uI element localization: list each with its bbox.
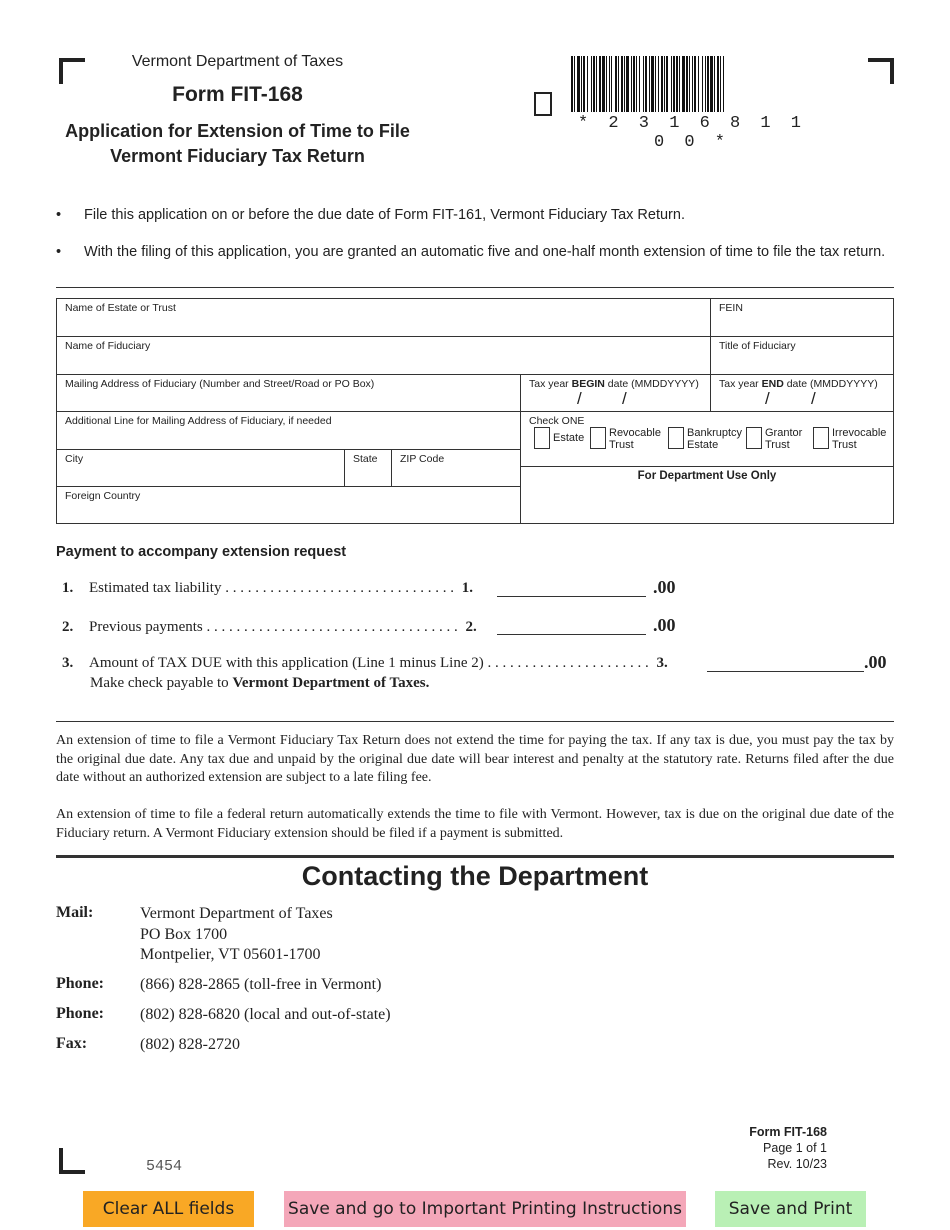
fiduciary-name-field[interactable]: Name of Fiduciary [56,336,711,375]
department-use-box: For Department Use Only [520,466,894,524]
corner-mark-bottom-left [59,1148,85,1174]
state-field[interactable]: State [344,449,392,487]
fax-value: (802) 828-2720 [140,1036,240,1053]
begin-date-field[interactable]: Tax year BEGIN date (MMDDYYYY) / / [520,374,711,412]
mailing-address-field[interactable]: Mailing Address of Fiduciary (Number and Street/Road or PO Box) [56,374,521,412]
check-bankruptcy-estate[interactable]: Bankruptcy Estate [668,427,742,451]
form-title [0,119,475,169]
estate-checkbox[interactable] [534,427,550,449]
amended-checkbox[interactable] [534,92,552,116]
form-title-line1: Application for Extension of Time to File [65,121,410,141]
paragraph-1: An extension of time to file a Vermont Fiduciary Tax Return does not extend the time for paying the tax. If any tax is due, you must pay the tax by the original due date. Any tax due and unpaid by the original due date will bear interest and penalty at the statutory rate. Returns filed after the due date without an authorized extension are subject to a late filing fee. [56,733,894,785]
check-revocable-trust[interactable]: Revocable Trust [590,427,661,451]
additional-address-field[interactable]: Additional Line for Mailing Address of Fiduciary, if needed [56,411,521,450]
revocable-trust-checkbox[interactable] [590,427,606,449]
line-3-cents: .00 [864,652,887,672]
line-2: 2. Previous payments . . . . . . . . . . . . . . . . . . . . . . . . . . . . . . . . . . 2. [62,619,477,635]
line-1-amount-input[interactable] [497,596,646,597]
fein-field[interactable]: FEIN [710,298,894,337]
bullet-2-text: With the filing of this application, you are granted an automatic five and one-half month extension of time to file the tax return. [84,244,886,260]
save-and-print-button[interactable]: Save and Print [715,1191,866,1227]
mail-label: Mail: [56,904,94,921]
fax-label: Fax: [56,1035,88,1052]
payment-heading: Payment to accompany extension request [56,544,347,560]
save-printing-instructions-button[interactable]: Save and go to Important Printing Instructions [284,1191,686,1227]
bankruptcy-estate-checkbox[interactable] [668,427,684,449]
irrevocable-trust-checkbox[interactable] [813,427,829,449]
divider [56,287,894,288]
line-1: 1. Estimated tax liability . . . . . . . . . . . . . . . . . . . . . . . . . . . . . . . 1. [62,580,473,596]
line-2-amount-input[interactable] [497,634,646,635]
contact-title: Contacting the Department [301,861,649,891]
form-number: Form FIT-168 [172,83,303,106]
line-2-cents: .00 [653,615,676,635]
fiduciary-title-field[interactable]: Title of Fiduciary [710,336,894,375]
phone2-label: Phone: [56,1005,104,1022]
city-field[interactable]: City [56,449,345,487]
entity-type-group: Check ONE [520,411,894,467]
clear-all-fields-button[interactable]: Clear ALL fields [83,1191,254,1227]
bullet-1-text: File this application on or before the due date of Form FIT-161, Vermont Fiduciary Tax Return. [84,207,685,223]
line-3-note: Make check payable to Vermont Department of Taxes. [90,675,430,691]
line-3-amount-input[interactable] [707,671,864,672]
contact-divider [56,855,894,858]
line-3: 3. Amount of TAX DUE with this application (Line 1 minus Line 2) . . . . . . . . . . . . . . . . . . . . . . 3. [62,655,668,671]
mail-address: Vermont Department of Taxes PO Box 1700 Montpelier, VT 05601-1700 [140,905,333,963]
check-estate[interactable]: Estate [534,427,584,449]
zip-field[interactable]: ZIP Code [391,449,521,487]
bullet-1: • File this application on or before the due date of Form FIT-161, Vermont Fiduciary Tax Return. [56,206,896,225]
barcode [571,56,812,112]
phone1-label: Phone: [56,975,104,992]
barcode-number: * 2 3 1 6 8 1 1 0 0 * [577,114,807,152]
check-grantor-trust[interactable]: Grantor Trust [746,427,802,451]
line-1-cents: .00 [653,577,676,597]
footer-page: Page 1 of 1 [763,1141,827,1155]
end-date-field[interactable]: Tax year END date (MMDDYYYY) / / [710,374,894,412]
barcode-bar [724,56,726,112]
footer-form: Form FIT-168 [749,1125,827,1139]
footer-rev: Rev. 10/23 [767,1157,827,1171]
bullet-2: • With the filing of this application, you are granted an automatic five and one-half month extension of time to file the tax return. [56,243,896,262]
footer-info [700,1124,827,1172]
paragraph-2: An extension of time to file a federal return automatically extends the time to file with Vermont. However, tax is due on the original due date of the Fiduciary return. A Vermont Fiduciary extension should be filed if a payment is submitted. [56,807,894,841]
grantor-trust-checkbox[interactable] [746,427,762,449]
estate-name-field[interactable]: Name of Estate or Trust [56,298,711,337]
foreign-country-field[interactable]: Foreign Country [56,486,521,524]
phone2-value: (802) 828-6820 (local and out-of-state) [140,1006,391,1023]
form-code: 5454 [146,1158,183,1175]
divider-2 [56,721,894,722]
form-title-line2: Vermont Fiduciary Tax Return [110,146,365,166]
phone1-value: (866) 828-2865 (toll-free in Vermont) [140,976,382,993]
check-irrevocable-trust[interactable]: Irrevocable Trust [813,427,886,451]
corner-mark-top-right [868,58,894,84]
agency-name: Vermont Department of Taxes [131,53,344,70]
